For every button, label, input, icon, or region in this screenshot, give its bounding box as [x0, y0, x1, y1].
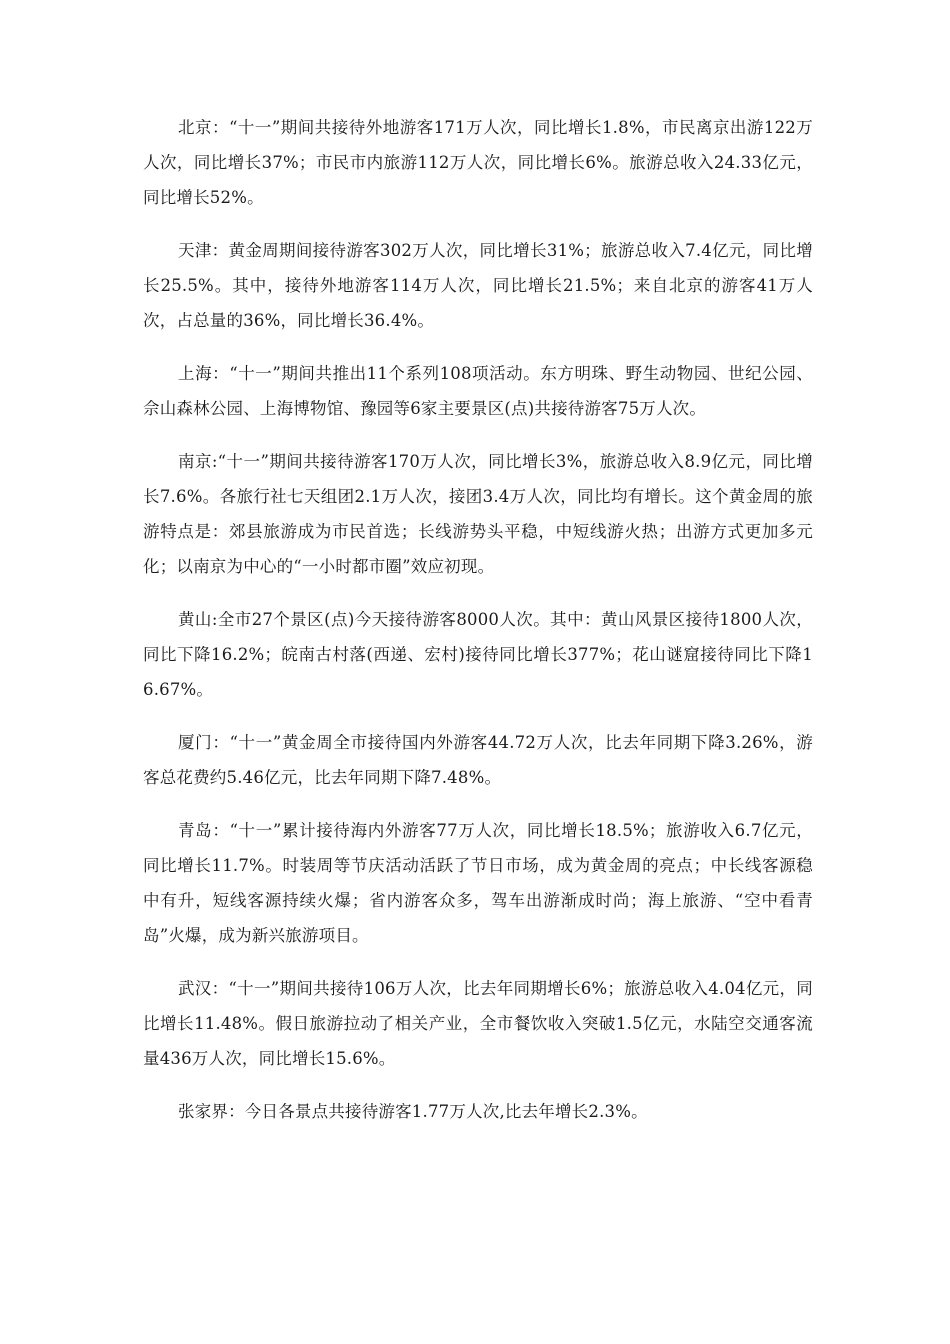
paragraph-zhangjiajie: 张家界：今日各景点共接待游客1.77万人次,比去年增长2.3%。: [178, 1102, 648, 1121]
paragraph-qingdao: 青岛：“十一”累计接待海内外游客77万人次，同比增长18.5%；旅游收入6.7亿元，同比增长11.7%。时装周等节庆活动活跃了节日市场，成为黄金周的亮点；中长线客源稳中有升，短线客源持续火爆；省内游客众多，驾车出游渐成时尚；海上旅游、“空中看青岛”火爆，成为新兴旅游项目。: [143, 821, 813, 945]
document-body: [143, 110, 813, 1147]
paragraph-shanghai: 上海：“十一”期间共推出11个系列108项活动。东方明珠、野生动物园、世纪公园、佘山森林公园、上海博物馆、豫园等6家主要景区(点)共接待游客75万人次。: [143, 364, 813, 418]
paragraph-tianjin: 天津：黄金周期间接待游客302万人次，同比增长31%；旅游总收入7.4亿元，同比增长25.5%。其中，接待外地游客114万人次，同比增长21.5%；来自北京的游客41万人次，占总量的36%，同比增长36.4%。: [143, 241, 813, 330]
paragraph-beijing: 北京：“十一”期间共接待外地游客171万人次，同比增长1.8%，市民离京出游122万人次，同比增长37%；市民市内旅游112万人次，同比增长6%。旅游总收入24.33亿元，同比增长52%。: [143, 118, 813, 207]
paragraph-wuhan: 武汉：“十一”期间共接待106万人次，比去年同期增长6%；旅游总收入4.04亿元，同比增长11.48%。假日旅游拉动了相关产业，全市餐饮收入突破1.5亿元，水陆空交通客流量436万人次，同比增长15.6%。: [143, 979, 813, 1068]
paragraph-nanjing: 南京:“十一”期间共接待游客170万人次，同比增长3%，旅游总收入8.9亿元，同比增长7.6%。各旅行社七天组团2.1万人次，接团3.4万人次，同比均有增长。这个黄金周的旅游特点是：郊县旅游成为市民首选；长线游势头平稳，中短线游火热；出游方式更加多元化；以南京为中心的“一小时都市圈”效应初现。: [143, 452, 813, 576]
paragraph-xiamen: 厦门：“十一”黄金周全市接待国内外游客44.72万人次，比去年同期下降3.26%，游客总花费约5.46亿元，比去年同期下降7.48%。: [143, 733, 813, 787]
paragraph-huangshan: 黄山:全市27个景区(点)今天接待游客8000人次。其中：黄山风景区接待1800人次，同比下降16.2%；皖南古村落(西递、宏村)接待同比增长377%；花山谜窟接待同比下降16.67%。: [143, 610, 813, 699]
